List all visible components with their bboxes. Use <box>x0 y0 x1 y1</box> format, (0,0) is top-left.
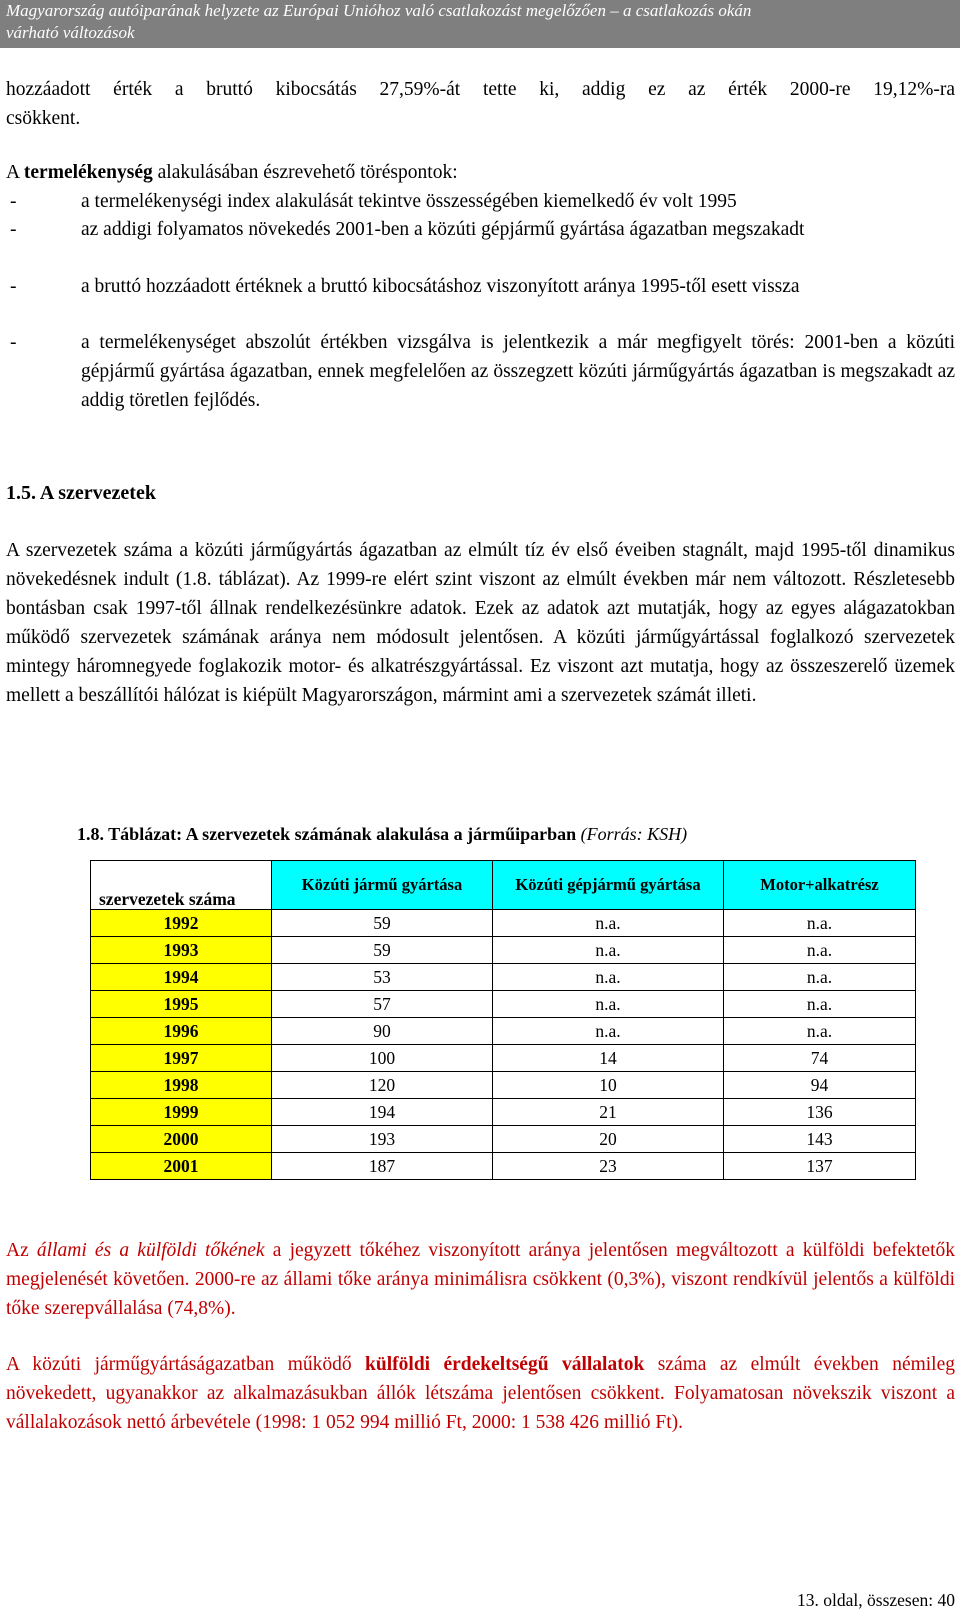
table-row <box>91 1126 916 1153</box>
bullet-text: a bruttó hozzáadott értéknek a bruttó kibocsátáshoz viszonyított aránya 1995-től esett vissza <box>81 276 800 297</box>
value-cell: 90 <box>272 1018 493 1045</box>
table-row <box>91 910 916 937</box>
intro-line-2: csökkent. <box>6 108 81 129</box>
bullet-text: a termelékenységi index alakulását tekintve összességében kiemelkedő év volt 1995 <box>81 191 737 212</box>
organizations-paragraph: A szervezetek száma a közúti járműgyártás ágazatban az elmúlt tíz év első éveiben stagnált, majd 1995-től dinamikus növekedésnek indult (1.8. táblázat). Az 1999-re elért szint viszont az elmúlt években már nem változott. Részletesebb bontásban csak 1997-től állnak rendelkezésünkre adatok. Ezek az adatok azt mutatják, hogy az egyes alágazatokban működő szervezetek számának aránya nem módosult jelentősen. A közúti járműgyártással foglalkozó szervezetek mintegy háromnegyede foglakozik motor- és alkatrészgyártással. Ez viszont azt mutatja, hogy az összeszerelő üzemek mellett a beszállítói hálózat is kiépült Magyarországon, mármint ami a szervezetek számát illeti. <box>6 540 955 706</box>
year-cell: 2000 <box>91 1126 272 1153</box>
table-row <box>91 1072 916 1099</box>
value-cell: n.a. <box>493 910 724 937</box>
value-cell: 143 <box>724 1126 916 1153</box>
page-header <box>0 0 960 48</box>
value-cell: 10 <box>493 1072 724 1099</box>
capital-text-b: a jegyzett tőkéhez viszonyított aránya jelentősen megváltozott a külföldi befektetők megjelenését követően. 2000-re az állami tőke aránya minimálisra csökkent (0,3%), viszont rendkívül jelentős a külföldi tőke szerepvállalása (74,8%). <box>6 1240 955 1319</box>
table-row <box>91 991 916 1018</box>
capital-text-a: Az <box>6 1240 37 1261</box>
value-cell: n.a. <box>493 937 724 964</box>
foreign-text-b: száma az elmúlt években némileg növekedett, ugyanakkor az alkalmazásukban állók létszáma jelentősen csökkent. Folyamatosan növekszik viszont a vállalakozások nettó árbevétele (1998: 1 052 994 millió Ft, 2000: 1 538 426 millió Ft). <box>6 1354 956 1433</box>
table-row <box>91 1153 916 1180</box>
table-row <box>91 964 916 991</box>
value-cell: 74 <box>724 1045 916 1072</box>
productivity-bullet-2 <box>6 215 955 244</box>
value-cell: 193 <box>272 1126 493 1153</box>
productivity-lead-bold: termelékenység <box>23 162 153 183</box>
table-row <box>91 1099 916 1126</box>
header-road-motor-vehicle: Közúti gépjármű gyártása <box>493 861 724 910</box>
bullet-dash: - <box>10 219 17 240</box>
value-cell: n.a. <box>724 964 916 991</box>
foreign-text-a: A közúti járműgyártáságazatban működő <box>6 1354 366 1375</box>
table-header-row <box>91 861 916 910</box>
value-cell: 53 <box>272 964 493 991</box>
value-cell: 23 <box>493 1153 724 1180</box>
table-row <box>91 937 916 964</box>
year-cell: 2001 <box>91 1153 272 1180</box>
value-cell: 137 <box>724 1153 916 1180</box>
header-road-vehicle: Közúti jármű gyártása <box>272 861 493 910</box>
header-line-2: várható változások <box>6 23 135 42</box>
year-cell: 1998 <box>91 1072 272 1099</box>
year-cell: 1999 <box>91 1099 272 1126</box>
value-cell: 14 <box>493 1045 724 1072</box>
header-line-1: Magyarország autóiparának helyzete az Európai Unióhoz való csatlakozást megelőzően – a csatlakozás okán <box>6 1 752 20</box>
capital-paragraph <box>6 1236 955 1323</box>
value-cell: n.a. <box>724 937 916 964</box>
header-engine-parts: Motor+alkatrész <box>724 861 916 910</box>
bullet-dash: - <box>10 191 17 212</box>
capital-text-italic: állami és a külföldi tőkének <box>36 1240 265 1261</box>
value-cell: 59 <box>272 937 493 964</box>
bullet-text: a termelékenységet abszolút értékben vizsgálva is jelentkezik a már megfigyelt törés: 2001-ben a közúti gépjármű gyártása ágazatban, ennek megfelelően az összegzett közúti járműgyártás ágazatban is megszakadt az addig töretlen fejlődés. <box>81 332 955 411</box>
table-row <box>91 1018 916 1045</box>
productivity-lead-post: alakulásában észrevehető töréspontok: <box>152 162 458 183</box>
foreign-companies-paragraph <box>6 1350 955 1437</box>
value-cell: n.a. <box>724 910 916 937</box>
productivity-bullet-4 <box>6 328 955 415</box>
productivity-lead-pre: A <box>6 162 24 183</box>
year-cell: 1992 <box>91 910 272 937</box>
value-cell: 194 <box>272 1099 493 1126</box>
value-cell: n.a. <box>724 1018 916 1045</box>
year-cell: 1995 <box>91 991 272 1018</box>
value-cell: 187 <box>272 1153 493 1180</box>
year-cell: 1996 <box>91 1018 272 1045</box>
productivity-bullet-3 <box>6 272 955 301</box>
foreign-text-bold: külföldi érdekeltségű vállalatok <box>365 1354 645 1375</box>
value-cell: n.a. <box>493 991 724 1018</box>
value-cell: n.a. <box>493 964 724 991</box>
header-organizations: szervezetek száma <box>91 861 272 910</box>
value-cell: 136 <box>724 1099 916 1126</box>
intro-paragraph <box>6 75 955 133</box>
table-row <box>91 1045 916 1072</box>
organizations-table <box>90 860 916 1180</box>
section-heading: 1.5. A szervezetek <box>6 482 156 504</box>
table-caption <box>77 824 687 845</box>
value-cell: n.a. <box>724 991 916 1018</box>
value-cell: 21 <box>493 1099 724 1126</box>
value-cell: 59 <box>272 910 493 937</box>
bullet-dash: - <box>10 332 17 353</box>
value-cell: 94 <box>724 1072 916 1099</box>
value-cell: 57 <box>272 991 493 1018</box>
year-cell: 1993 <box>91 937 272 964</box>
bullet-text: az addigi folyamatos növekedés 2001-ben a közúti gépjármű gyártása ágazatban megszakadt <box>81 219 805 240</box>
value-cell: 100 <box>272 1045 493 1072</box>
intro-line-1: hozzáadott érték a bruttó kibocsátás 27,59%-át tette ki, addig ez az érték 2000-re 19,12%-ra <box>6 79 955 100</box>
value-cell: 20 <box>493 1126 724 1153</box>
value-cell: n.a. <box>493 1018 724 1045</box>
page-number: 13. oldal, összesen: 40 <box>797 1590 955 1610</box>
year-cell: 1994 <box>91 964 272 991</box>
table-caption-title: 1.8. Táblázat: A szervezetek számának alakulása a járműiparban <box>77 824 577 844</box>
productivity-bullet-1 <box>6 187 955 216</box>
table-caption-source: (Forrás: KSH) <box>576 824 688 844</box>
value-cell: 120 <box>272 1072 493 1099</box>
productivity-lead <box>6 158 955 187</box>
bullet-dash: - <box>10 276 17 297</box>
year-cell: 1997 <box>91 1045 272 1072</box>
